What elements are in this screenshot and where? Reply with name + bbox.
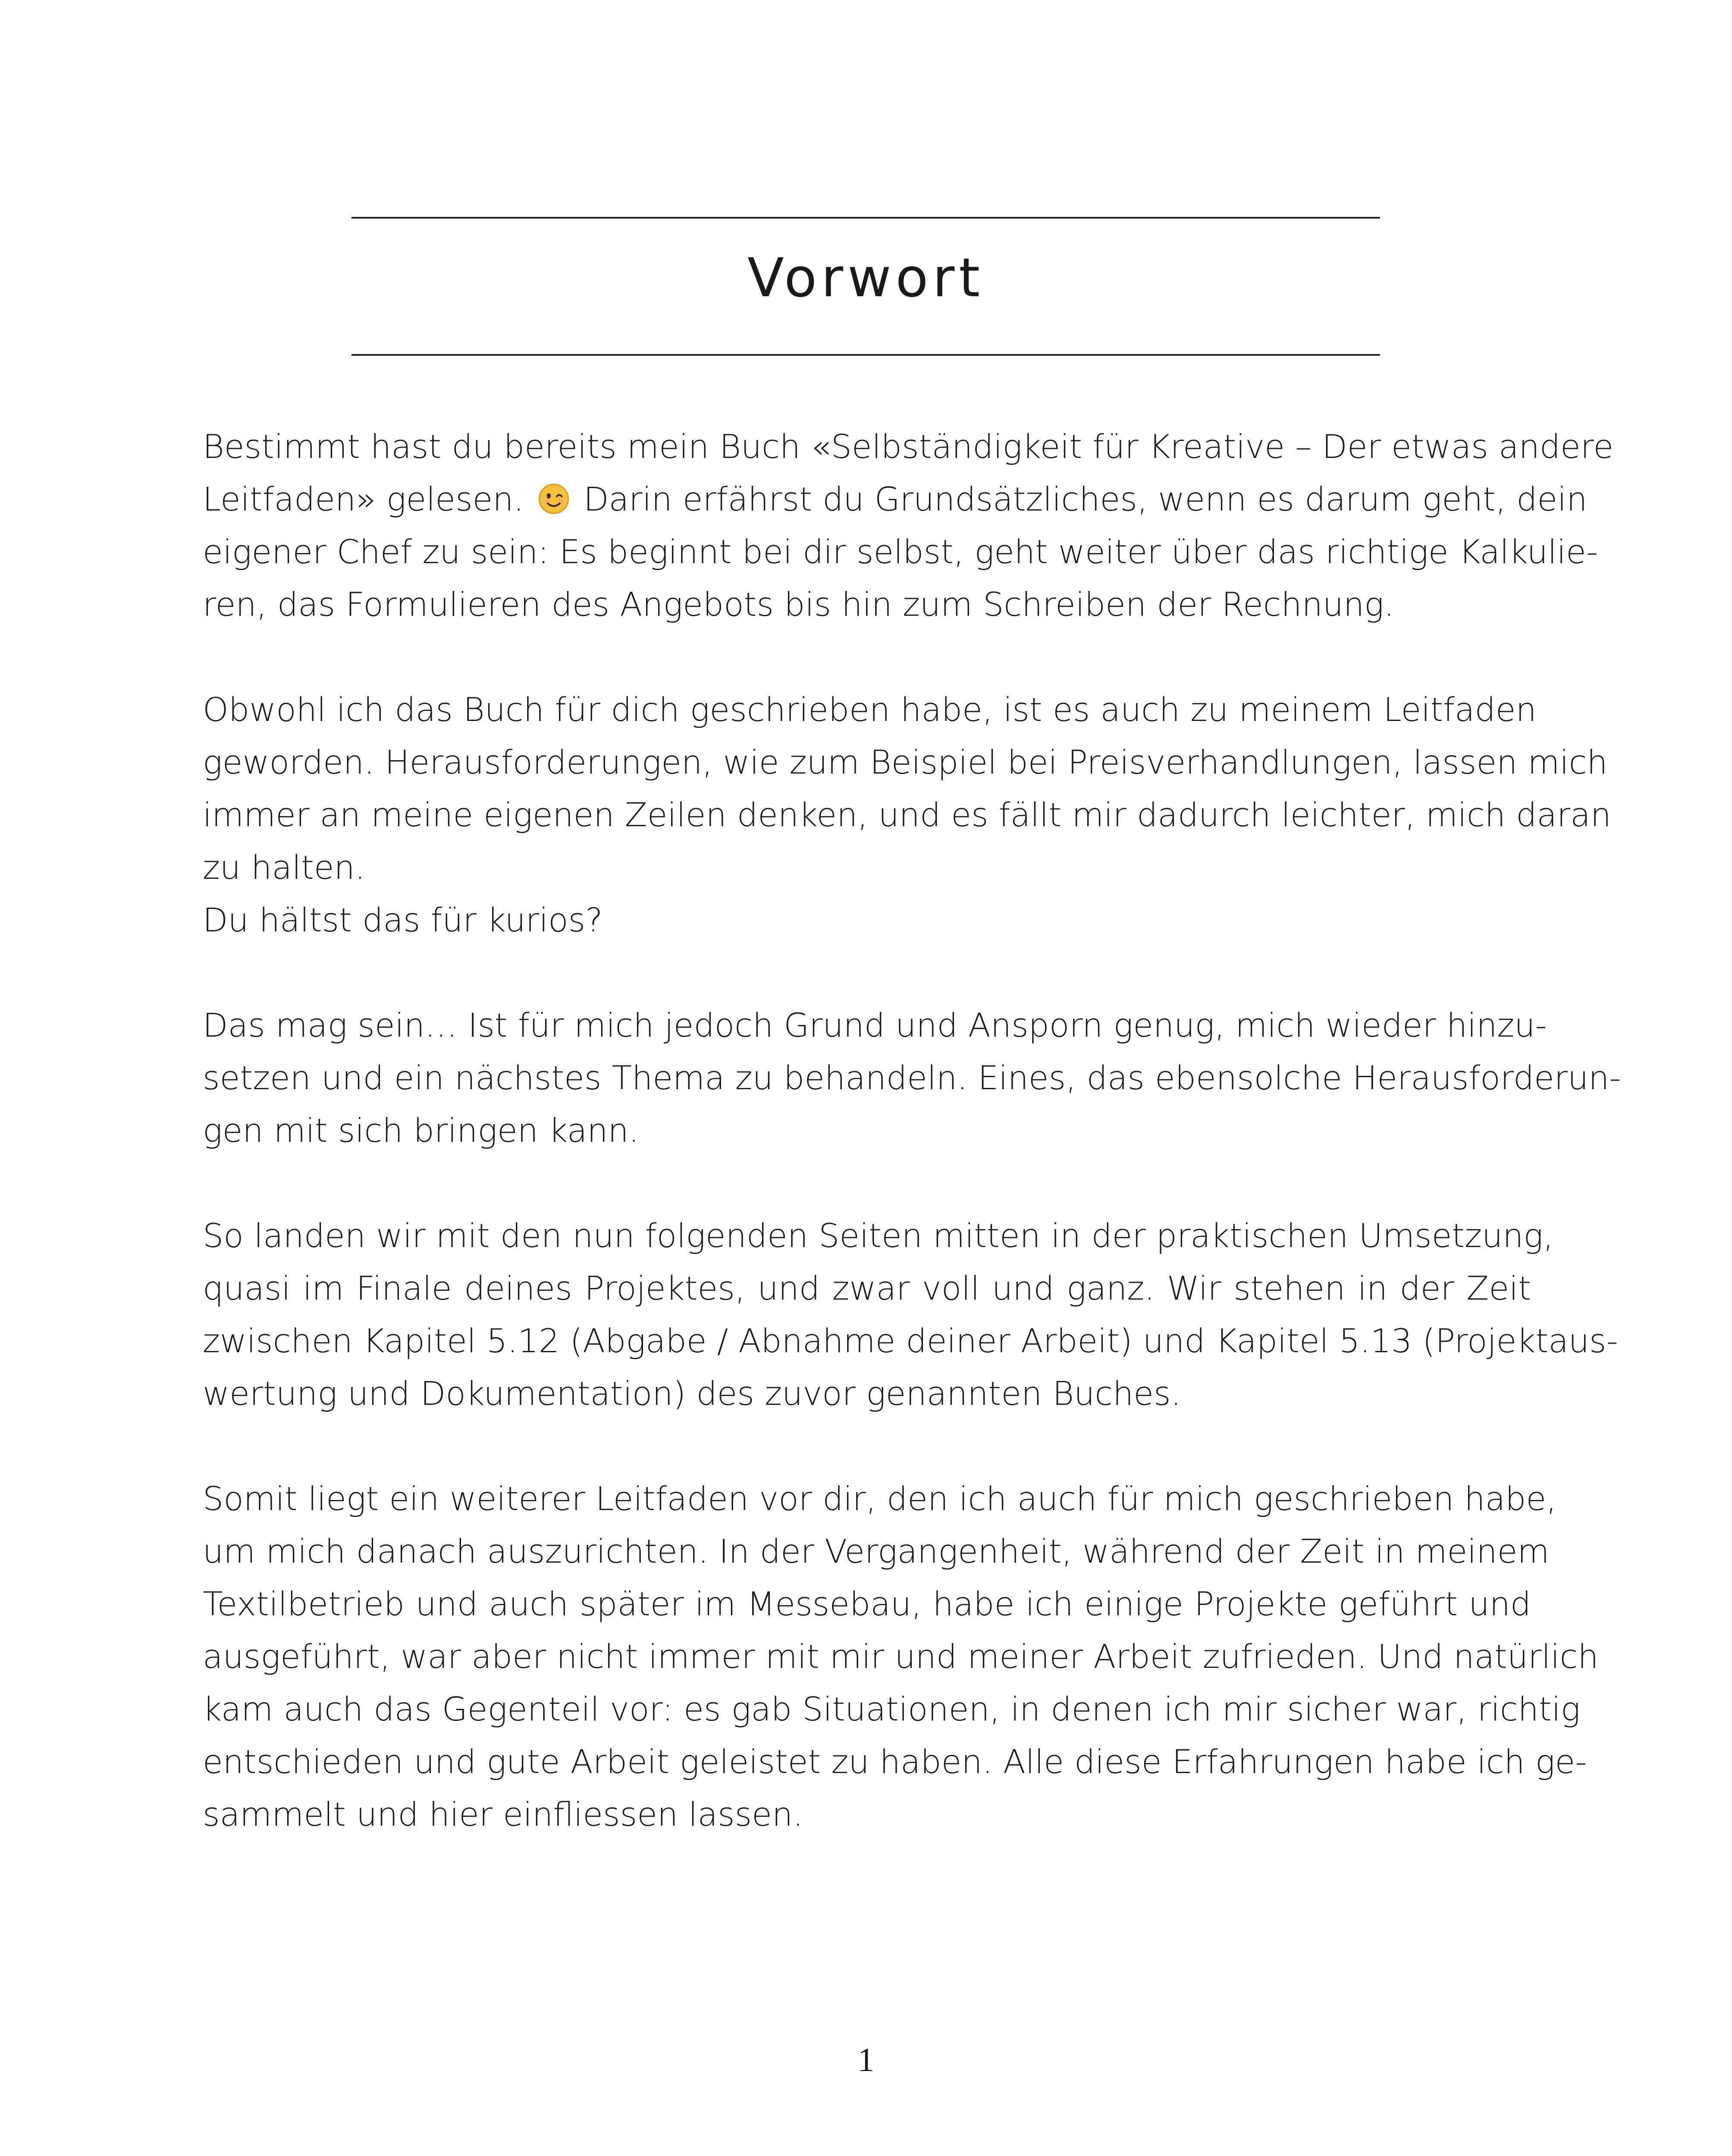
text-line: ausgeführt, war aber nicht immer mit mir und meiner Arbeit zufrieden. Und natürlich: [203, 1637, 1599, 1676]
heading-rule-bottom: [351, 354, 1380, 356]
paragraph-5: [203, 1473, 1599, 1841]
winking-smiley-face-icon: [538, 483, 570, 515]
text-segment: Darin erfährst du Grundsätzliches, wenn es darum geht, dein: [573, 480, 1588, 518]
heading-rule-top: [351, 217, 1380, 219]
text-line: Bestimmt hast du bereits mein Buch «Selbständigkeit für Kreative – Der etwas andere: [203, 427, 1614, 466]
page-title: Vorwort: [747, 247, 984, 309]
text-line: Somit liegt ein weiterer Leitfaden vor dir, den ich auch für mich geschrieben habe,: [203, 1479, 1557, 1518]
paragraph-3: [203, 999, 1621, 1157]
text-line: setzen und ein nächstes Thema zu behandeln. Eines, das ebensolche Herausforderun-: [203, 1059, 1621, 1097]
text-line: eigener Chef zu sein: Es beginnt bei dir selbst, geht weiter über das richtige Kalkulie-: [203, 533, 1598, 571]
text-line: kam auch das Gegenteil vor: es gab Situationen, in denen ich mir sicher war, richtig: [203, 1690, 1581, 1728]
text-segment: Leitfaden» gelesen.: [203, 480, 524, 518]
text-line: quasi im Finale deines Projektes, und zwar voll und ganz. Wir stehen in der Zeit: [203, 1269, 1531, 1307]
text-line: wertung und Dokumentation) des zuvor genannten Buches.: [203, 1374, 1181, 1413]
text-line: Textilbetrieb und auch später im Messebau, habe ich einige Projekte geführt und: [203, 1585, 1531, 1623]
text-line-with-emoji: [203, 473, 1588, 526]
text-line: immer an meine eigenen Zeilen denken, und es fällt mir dadurch leichter, mich daran: [203, 796, 1611, 834]
text-line: um mich danach auszurichten. In der Vergangenheit, während der Zeit in meinem: [203, 1532, 1550, 1570]
text-line: entschieden und gute Arbeit geleistet zu haben. Alle diese Erfahrungen habe ich ge-: [203, 1742, 1587, 1781]
paragraph-1: [203, 420, 1614, 631]
text-line: So landen wir mit den nun folgenden Seiten mitten in der praktischen Umsetzung,: [203, 1216, 1554, 1255]
text-line: zu halten.: [203, 848, 365, 887]
paragraph-2: [203, 683, 1611, 946]
text-line: Obwohl ich das Buch für dich geschrieben habe, ist es auch zu meinem Leitfaden: [203, 690, 1537, 729]
text-line: sammelt und hier einfliessen lassen.: [203, 1795, 803, 1833]
text-line: geworden. Herausforderungen, wie zum Beispiel bei Preisverhandlungen, lassen mich: [203, 743, 1608, 781]
text-line: ren, das Formulieren des Angebots bis hin zum Schreiben der Rechnung.: [203, 585, 1394, 624]
paragraph-4: [203, 1210, 1618, 1420]
text-line: zwischen Kapitel 5.12 (Abgabe / Abnahme deiner Arbeit) und Kapitel 5.13 (Projektaus-: [203, 1322, 1618, 1360]
page-number: 1: [857, 2041, 875, 2078]
body-text: [203, 420, 1621, 1841]
text-line: Das mag sein… Ist für mich jedoch Grund und Ansporn genug, mich wieder hinzu-: [203, 1006, 1547, 1044]
text-line: gen mit sich bringen kann.: [203, 1111, 639, 1150]
text-line: Du hältst das für kurios?: [203, 901, 603, 939]
